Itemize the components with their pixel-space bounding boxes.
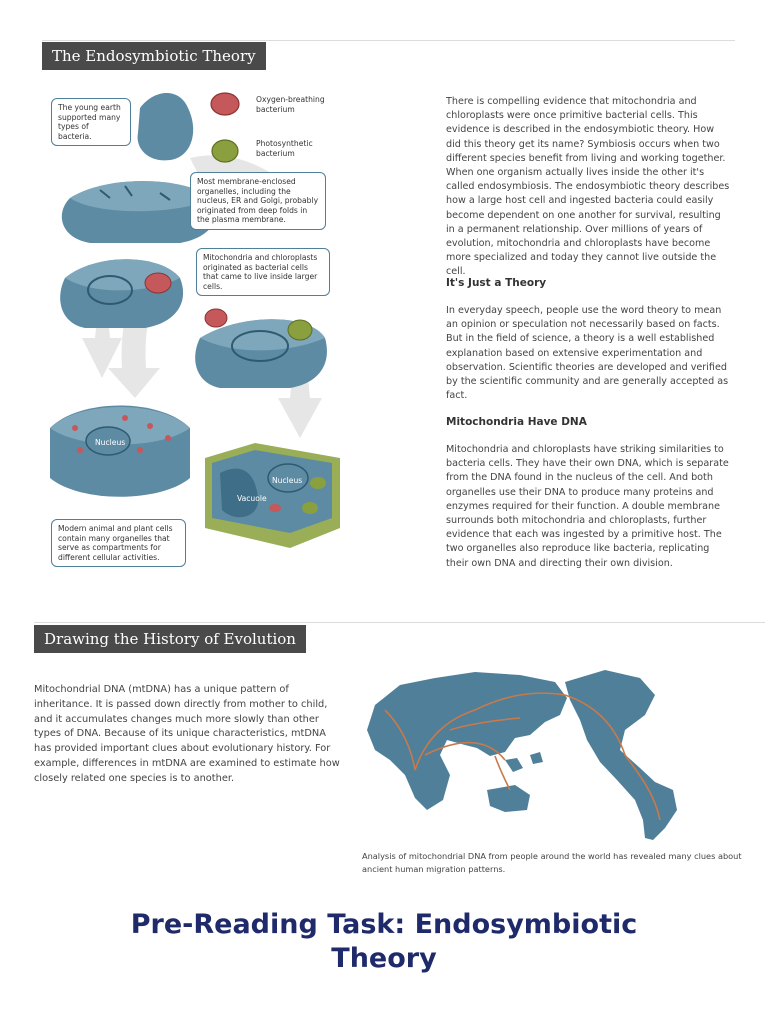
- theory-text: In everyday speech, people use the word theory to mean an opinion or speculation not necessarily based on facts. But in the field of science, a theory is a well established explanation based on extensive experimentation and observation. Scientific theories are developed and verified by the scientific community and are generally accepted as fact.: [446, 305, 729, 402]
- section-title-endosymbiotic: The Endosymbiotic Theory: [42, 42, 266, 70]
- photosynthetic-bacterium-icon: [212, 140, 238, 162]
- callout-membrane-origin: Most membrane-enclosed organelles, including the nucleus, ER and Golgi, probably originated from deep folds in the plasma membrane.: [190, 172, 326, 230]
- callout-modern-cells: Modern animal and plant cells contain many organelles that serve as compartments for different cellular activities.: [51, 519, 186, 567]
- primitive-cell-blob: [138, 93, 194, 160]
- callout-young-earth: The young earth supported many types of bacteria.: [51, 98, 131, 146]
- islands: [505, 752, 543, 772]
- subhead-mito-dna: Mitochondria Have DNA: [446, 416, 587, 428]
- section2-divider: [34, 622, 765, 623]
- endosymbiosis-diagram: [40, 78, 400, 588]
- cell-with-mitochondrion: [60, 259, 183, 328]
- legend-oxygen-bacterium: Oxygen-breathing bacterium: [256, 95, 325, 114]
- callout-mito-chloro-origin: Mitochondria and chloroplasts originated as bacterial cells that came to live inside larger cells.: [196, 248, 330, 296]
- oxygen-bacterium-icon: [211, 93, 239, 115]
- pre-reading-task-title: Pre-Reading Task: Endosymbiotic Theory: [130, 909, 638, 974]
- cell-with-chloroplast: [195, 309, 327, 388]
- migration-map: [355, 660, 685, 845]
- americas-landmass: [565, 670, 677, 840]
- australia-landmass: [487, 785, 530, 812]
- evolution-text: Mitochondrial DNA (mtDNA) has a unique pattern of inheritance. It is passed down directly from mother to child, and it accumulates changes much more slowly than other types of DNA. Because of its unique characteristics, mtDNA has provided important clues about evolutionary history. For example, differences in mtDNA are examined to estimate how closely related one species is to another.: [34, 684, 340, 784]
- evolution-paragraph: [34, 683, 344, 787]
- theory-paragraph: [446, 304, 731, 403]
- label-nucleus-plant: Nucleus: [272, 476, 303, 485]
- label-nucleus-animal: Nucleus: [95, 438, 126, 447]
- top-divider: [42, 40, 735, 41]
- mito-dna-text: Mitochondria and chloroplasts have striking similarities to bacteria cells. They have their own DNA, which is separate from the DNA found in the nucleus of the cell. And both organelles use their DNA to produce many proteins and enzymes required for their function. A double membrane surrounds both mitochondria and chloroplasts, further evidence that each was ingested by a primitive host. The two organelles also reproduce like bacteria, replicating their own DNA and directing their own division.: [446, 444, 729, 569]
- map-caption: Analysis of mitochondrial DNA from people around the world has revealed many clues about ancient human migration patterns.: [362, 851, 742, 874]
- mito-dna-paragraph: [446, 443, 731, 571]
- section-title-evolution: Drawing the History of Evolution: [34, 625, 306, 653]
- label-vacuole: Vacuole: [237, 494, 267, 503]
- legend-photosynthetic-bacterium: Photosynthetic bacterium: [256, 139, 313, 158]
- intro-text: There is compelling evidence that mitochondria and chloroplasts were once primitive bacterial cells. This evidence is described in the endosymbiotic theory. How did this theory get its name? Symbiosis occurs when two different species benefit from living and working together. When one organism actually lives inside the other it's called endosymbiosis. The endosymbiotic theory describes how a large host cell and ingested bacteria could easily become dependent on one another for survival, resulting in a permanent relationship. Over millions of years of evolution, mitochondria and chloroplasts have become more specialized and today they cannot live outside the cell.: [446, 96, 730, 278]
- plant-cell: [205, 443, 340, 548]
- animal-cell: [50, 406, 190, 497]
- intro-paragraph: [446, 95, 731, 280]
- subhead-just-a-theory: It's Just a Theory: [446, 277, 547, 289]
